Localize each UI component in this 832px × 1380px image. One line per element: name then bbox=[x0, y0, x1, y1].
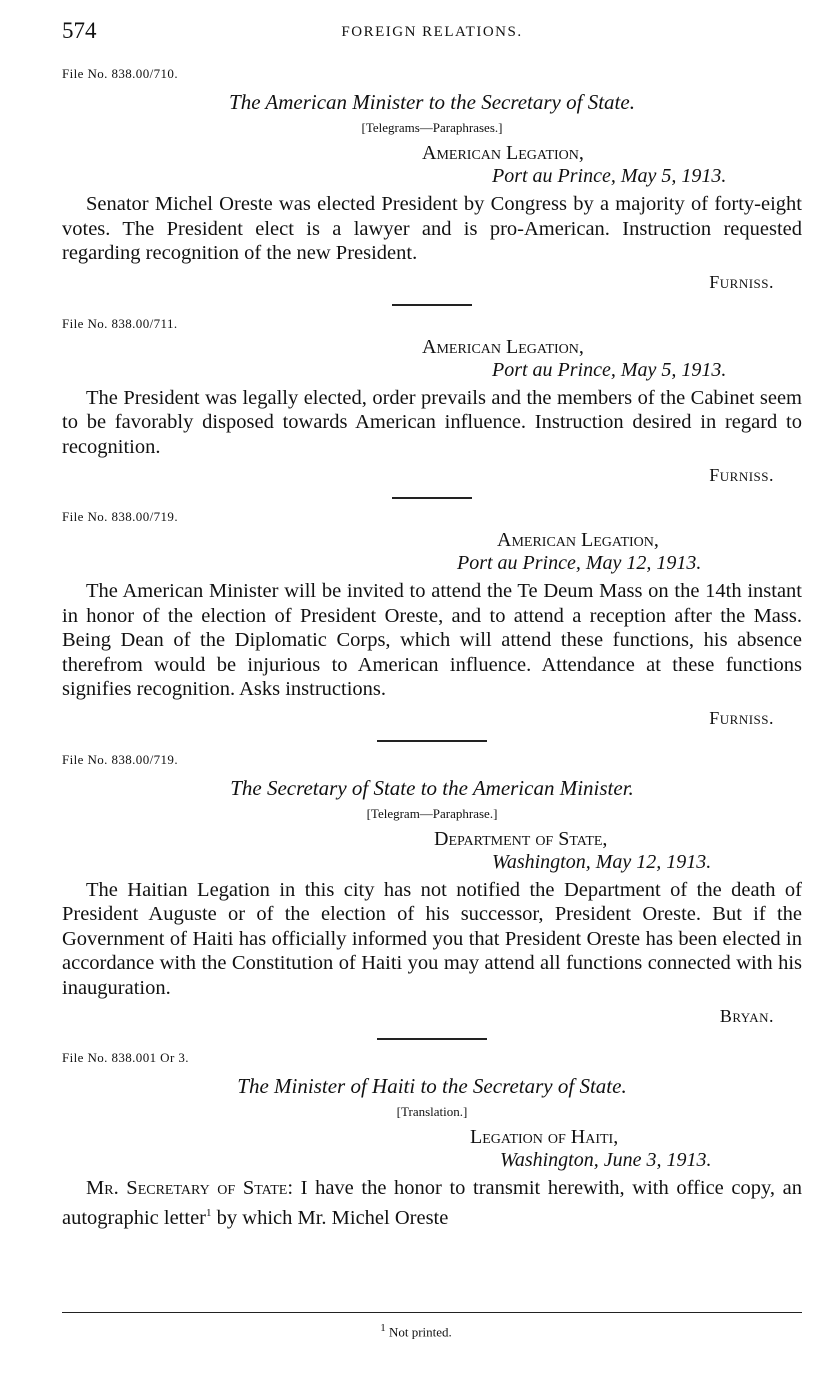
sender-address: American Legation, bbox=[497, 529, 659, 551]
file-number: File No. 838.00/719. bbox=[62, 751, 178, 767]
document-2 bbox=[62, 314, 802, 488]
body-paragraph bbox=[62, 1176, 802, 1230]
page-content bbox=[62, 64, 802, 1230]
document-title: The American Minister to the Secretary of State. bbox=[229, 90, 635, 114]
file-number: File No. 838.00/710. bbox=[62, 66, 178, 81]
body-paragraph: The President was legally elected, order prevails and the members of the Cabinet seem to be favorably disposed towards American influence. Instruction desired in regard to recognition. bbox=[62, 386, 802, 458]
section-divider bbox=[392, 304, 472, 306]
document-note: [Telegrams—Paraphrases.] bbox=[361, 120, 503, 135]
body-paragraph: The Haitian Legation in this city has not notified the Department of the death of President Auguste or of the election of his successor, President Oreste. But if the Government of Haiti has officially informed you that President Oreste has been elected in accordance with the Constitution of Haiti you may attend all functions connected with his inauguration. bbox=[62, 878, 802, 999]
sender-address: Legation of Haiti, bbox=[470, 1126, 619, 1148]
sender-address: American Legation, bbox=[422, 142, 584, 164]
document-5 bbox=[62, 1048, 802, 1230]
file-number: File No. 838.001 Or 3. bbox=[62, 1050, 189, 1065]
section-divider bbox=[377, 1038, 487, 1040]
document-4 bbox=[62, 750, 802, 1029]
body-text-part: by which Mr. Michel Oreste bbox=[211, 1206, 449, 1229]
document-1 bbox=[62, 64, 802, 294]
footnote-text: Not printed. bbox=[388, 1324, 452, 1340]
document-title: The Minister of Haiti to the Secretary of State. bbox=[237, 1074, 627, 1098]
address-block bbox=[434, 828, 802, 874]
document-title: The Secretary of State to the American Minister. bbox=[230, 775, 634, 800]
document-3 bbox=[62, 507, 802, 730]
address-block bbox=[422, 142, 802, 188]
place-date: Port au Prince, May 12, 1913. bbox=[457, 552, 702, 574]
signature: Furniss. bbox=[709, 707, 774, 728]
section-divider bbox=[392, 497, 472, 499]
signature: Bryan. bbox=[719, 1006, 774, 1026]
footnote bbox=[0, 1322, 832, 1340]
salutation: Mr. Secretary of State: bbox=[86, 1177, 294, 1199]
sender-address: American Legation, bbox=[422, 335, 584, 358]
body-paragraph: The American Minister will be invited to attend the Te Deum Mass on the 14th instant in honor of the election of President Oreste, and to attend a reception after the Mass. Being Dean of the Diplomatic Corps, which will attend these functions, his absence therefrom would be injurious to American influence. Attendance at these functions signifies recognition. Asks instructions. bbox=[62, 580, 802, 700]
running-head: FOREIGN RELATIONS. bbox=[341, 24, 523, 40]
sender-address: Department of State, bbox=[434, 827, 608, 850]
document-note: [Translation.] bbox=[396, 1104, 468, 1119]
signature: Furniss. bbox=[709, 271, 774, 292]
place-date: Washington, June 3, 1913. bbox=[500, 1149, 712, 1171]
footnote-marker: 1 bbox=[380, 1322, 386, 1334]
document-note: [Telegram—Paraphrase.] bbox=[366, 805, 498, 821]
page-header bbox=[62, 18, 802, 48]
signature: Furniss. bbox=[709, 465, 774, 485]
section-divider bbox=[377, 740, 487, 742]
body-text-part: I have the honor to transmit herewith, with office copy, an autographic letter bbox=[62, 1177, 802, 1229]
page-number: 574 bbox=[62, 18, 97, 43]
address-block bbox=[457, 529, 802, 575]
footnote-reference[interactable]: 1 bbox=[206, 1206, 212, 1219]
place-date: Washington, May 12, 1913. bbox=[492, 850, 712, 873]
file-number: File No. 838.00/719. bbox=[62, 509, 178, 524]
address-block bbox=[470, 1126, 802, 1172]
body-paragraph: Senator Michel Oreste was elected President by Congress by a majority of forty-eight votes. The President elect is a lawyer and is pro-American. Instruction requested regarding recognition of the new President. bbox=[62, 193, 802, 264]
place-date: Port au Prince, May 5, 1913. bbox=[492, 165, 727, 187]
place-date: Port au Prince, May 5, 1913. bbox=[492, 358, 727, 381]
footnote-rule bbox=[62, 1312, 802, 1313]
address-block bbox=[422, 336, 802, 382]
file-number: File No. 838.00/711. bbox=[62, 315, 178, 331]
